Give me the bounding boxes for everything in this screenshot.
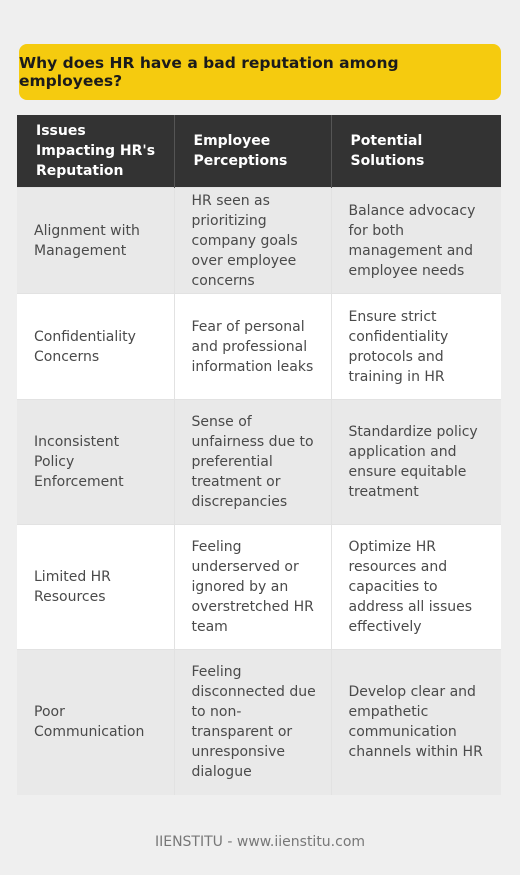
column-header-perceptions: Employee Perceptions — [174, 115, 331, 188]
table-row — [17, 294, 501, 400]
table-row — [17, 525, 501, 650]
perception-cell: Feeling disconnected due to non-transparent or unresponsive dialogue — [174, 650, 331, 795]
table-row — [17, 650, 501, 795]
issue-cell: Limited HR Resources — [17, 525, 174, 650]
perception-cell: HR seen as prioritizing company goals over employee concerns — [174, 188, 331, 294]
perception-cell: Fear of personal and professional information leaks — [174, 294, 331, 400]
solution-cell: Balance advocacy for both management and employee needs — [331, 188, 501, 294]
solution-cell: Optimize HR resources and capacities to address all issues effectively — [331, 525, 501, 650]
solution-cell: Ensure strict confidentiality protocols and training in HR — [331, 294, 501, 400]
table-row — [17, 400, 501, 525]
hr-reputation-table — [17, 115, 501, 795]
issue-cell: Inconsistent Policy Enforcement — [17, 400, 174, 525]
table-header-row — [17, 115, 501, 188]
issue-cell: Poor Communication — [17, 650, 174, 795]
column-header-solutions: Potential Solutions — [331, 115, 501, 188]
perception-cell: Feeling underserved or ignored by an overstretched HR team — [174, 525, 331, 650]
issue-cell: Confidentiality Concerns — [17, 294, 174, 400]
solution-cell: Develop clear and empathetic communication channels within HR — [331, 650, 501, 795]
solution-cell: Standardize policy application and ensure equitable treatment — [331, 400, 501, 525]
perception-cell: Sense of unfairness due to preferential treatment or discrepancies — [174, 400, 331, 525]
issue-cell: Alignment with Management — [17, 188, 174, 294]
column-header-issues: Issues Impacting HR's Reputation — [17, 115, 174, 188]
table-row — [17, 188, 501, 294]
page-title: Why does HR have a bad reputation among employees? — [19, 44, 501, 100]
footer-credit: IIENSTITU - www.iienstitu.com — [154, 834, 366, 850]
